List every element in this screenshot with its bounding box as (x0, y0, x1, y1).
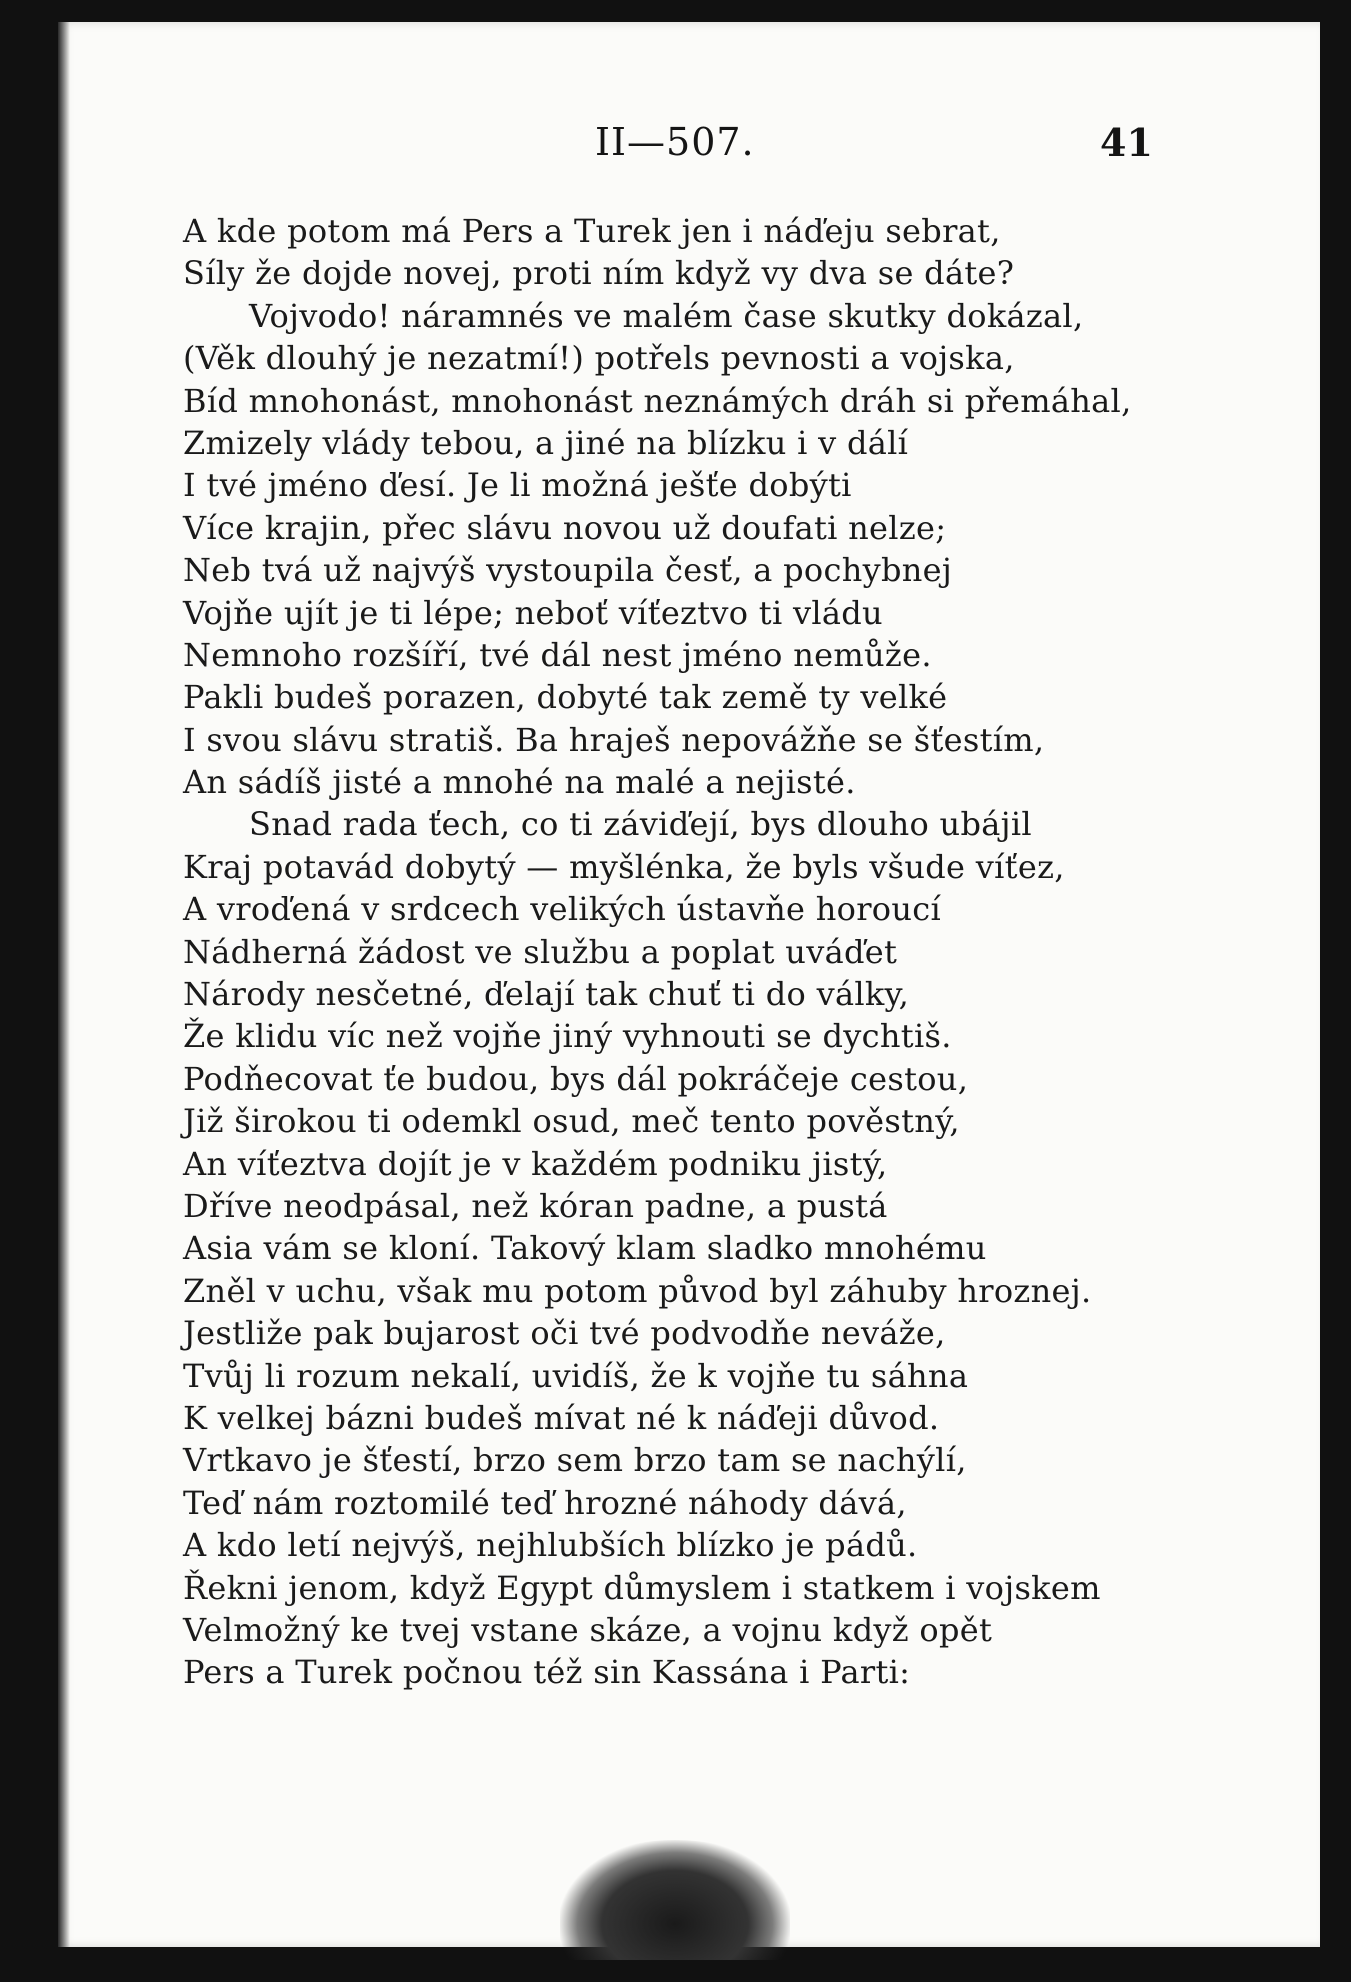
poem-line: A kdo letí nejvýš, nejhlubších blízko je pádů. (183, 1526, 918, 1565)
poem-line: Nemnoho rozšíří, tvé dál nest jméno nemůže. (183, 635, 932, 674)
poem-line: Pakli budeš porazen, dobyté tak země ty velké (183, 678, 948, 717)
poem-line: Již širokou ti odemkl osud, meč tento pověstný, (183, 1102, 960, 1141)
poem-line: Síly že dojde novej, proti ním když vy dva se dáte? (183, 254, 1015, 293)
poem-line: Vrtkavo je šťestí, brzo sem brzo tam se nachýlí, (183, 1441, 967, 1480)
printer-signature: II—507. (595, 120, 755, 164)
poem-line: Teď nám roztomilé teď hrozné náhody dává, (183, 1483, 907, 1522)
poem-line: K velkej bázni budeš mívat né k náďeji důvod. (183, 1398, 940, 1437)
poem-line: Tvůj li rozum nekalí, uvidíš, že k vojňe tu sáhna (183, 1356, 969, 1395)
page-header (0, 120, 1351, 180)
poem-line: Vojňe ujít je ti lépe; neboť víťeztvo ti vládu (183, 593, 883, 632)
poem-line: A kde potom má Pers a Turek jen i náďeju sebrat, (183, 212, 1001, 250)
poem-line: Snad rada ťech, co ti záviďejí, bys dlouho ubájil (249, 805, 1032, 844)
poem-line: Podňecovat ťe budou, bys dál pokráčeje cestou, (183, 1059, 969, 1098)
poem-text-block (183, 210, 1183, 1694)
poem-line: Neb tvá už najvýš vystoupila česť, a pochybnej (183, 551, 953, 590)
poem-line: Bíd mnohonást, mnohonást neznámých dráh si přemáhal, (183, 381, 1132, 420)
poem-line: I tvé jméno ďesí. Je li možná ješťe dobýti (183, 466, 852, 505)
poem-line: I svou slávu stratiš. Ba hraješ nepovážňe se šťestím, (183, 720, 1045, 759)
poem-line: Dříve neodpásal, než kóran padne, a pustá (183, 1186, 888, 1225)
poem-line: Velmožný ke tvej vstane skáze, a vojnu když opět (183, 1610, 993, 1649)
poem-line: An víťeztva dojít je v každém podniku jistý, (183, 1144, 888, 1183)
poem-line: Jestliže pak bujarost oči tvé podvodňe neváže, (183, 1314, 946, 1353)
poem-line: A vroďená v srdcech velikých ústavňe horoucí (183, 890, 942, 929)
page-gutter-shadow (58, 22, 70, 1947)
poem-line: Zněl v uchu, však mu potom původ byl záhuby hroznej. (183, 1271, 1092, 1310)
poem-line: Asia vám se kloní. Takový klam sladko mnohému (183, 1229, 987, 1268)
poem-line: Více krajin, přec slávu novou už doufati nelze; (183, 508, 947, 547)
poem-line: Pers a Turek počnou též sin Kassána i Parti: (183, 1653, 911, 1692)
poem-line: (Věk dlouhý je nezatmí!) potřels pevnosti a vojska, (183, 339, 1015, 378)
poem-line: Vojvodo! náramnés ve malém čase skutky dokázal, (249, 296, 1084, 335)
poem-line: An sádíš jisté a mnohé na malé a nejisté. (183, 763, 856, 802)
poem-line: Národy nesčetné, ďelají tak chuť ti do války, (183, 975, 910, 1014)
poem-line: Nádherná žádost ve službu a poplat uváďet (183, 932, 898, 971)
poem-line: Řekni jenom, když Egypt důmyslem i statkem i vojskem (183, 1568, 1101, 1607)
page-number: 41 (1100, 120, 1153, 165)
poem-line: Zmizely vlády tebou, a jiné na blízku i v dálí (183, 423, 909, 462)
poem-line: Kraj potavád dobytý — myšlénka, že byls všude víťez, (183, 847, 1065, 886)
ink-blot-stain (560, 1840, 790, 1960)
poem-line: Že klidu víc než vojňe jiný vyhnouti se dychtiš. (183, 1017, 952, 1056)
